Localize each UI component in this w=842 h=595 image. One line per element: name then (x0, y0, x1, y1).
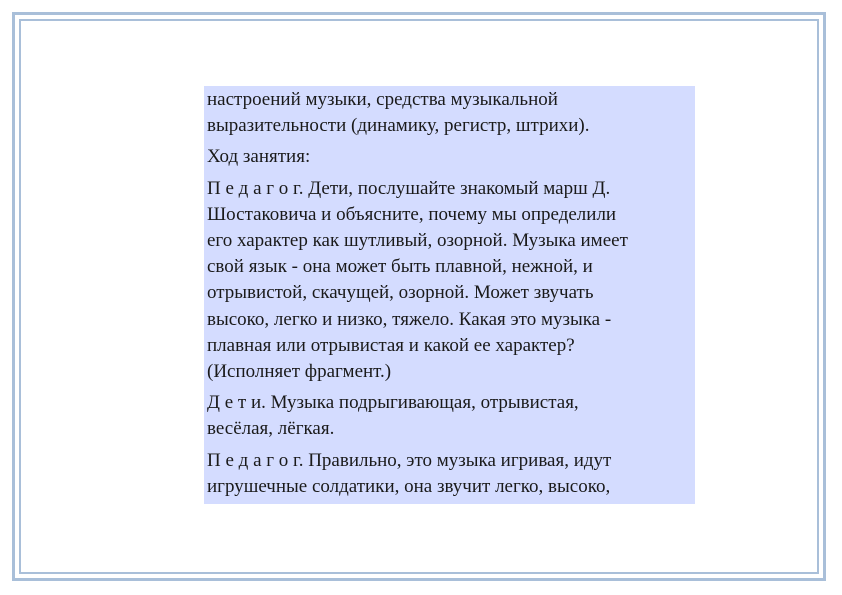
paragraph-teacher-2: П е д а г о г. Правильно, это музыка игривая, идут игрушечные солдатики, она звучит легко, высоко, (207, 449, 612, 497)
paragraph-children: Д е т и. Музыка подрыгивающая, отрывистая, весёлая, лёгкая. (207, 392, 579, 440)
paragraph-lesson-heading: Ход занятия: (207, 146, 311, 168)
paragraph-goals: настроений музыки, средства музыкальной выразительности (динамику, регистр, штрихи). (207, 89, 590, 137)
paragraph-teacher-1: П е д а г о г. Дети, послушайте знакомый марш Д. Шостаковича и объясните, почему мы определили его характер как шутливый, озорной. Музыка имеет свой язык - она может быть плавной, нежной, и отрывистой, скачущей, озорной. Может звучать высоко, легко и низко, тяжело. Какая это музыка - плавная или отрывистая и какой ее характер? (Исполняет фрагмент.) (207, 177, 628, 383)
text-box (204, 86, 695, 504)
